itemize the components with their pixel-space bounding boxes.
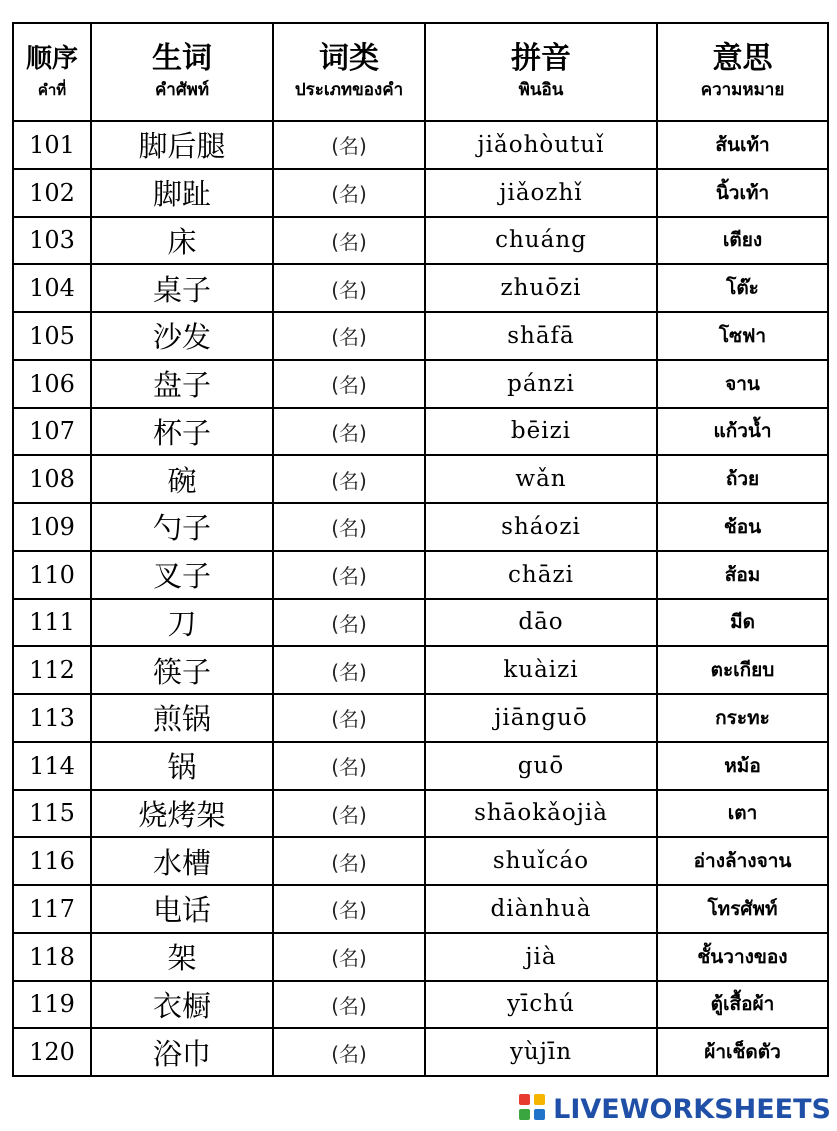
cell-pinyin: chāzi xyxy=(425,551,657,599)
cell-word-type: (名) xyxy=(273,694,425,742)
table-row xyxy=(13,599,828,647)
cell-word-type: (名) xyxy=(273,981,425,1029)
cell-pinyin: wǎn xyxy=(425,455,657,503)
cell-meaning: โต๊ะ xyxy=(657,264,828,312)
cell-word: 脚后腿 xyxy=(91,121,273,169)
watermark-text: LIVEWORKSHEETS xyxy=(553,1093,831,1125)
header-order-zh: 顺序 xyxy=(25,44,78,74)
header-word-zh: 生词 xyxy=(152,41,212,76)
cell-number: 104 xyxy=(13,264,91,312)
cell-word: 锅 xyxy=(91,742,273,790)
cell-meaning: ชั้นวางของ xyxy=(657,933,828,981)
cell-meaning: ส้นเท้า xyxy=(657,121,828,169)
cell-meaning: จาน xyxy=(657,360,828,408)
cell-pinyin: jiǎohòutuǐ xyxy=(425,121,657,169)
header-pinyin-zh: 拼音 xyxy=(511,41,571,76)
table-row xyxy=(13,503,828,551)
cell-word: 沙发 xyxy=(91,312,273,360)
table-header-row xyxy=(13,23,828,121)
cell-meaning: หม้อ xyxy=(657,742,828,790)
cell-word-type: (名) xyxy=(273,503,425,551)
header-pinyin xyxy=(425,23,657,121)
cell-meaning: โทรศัพท์ xyxy=(657,885,828,933)
cell-word-type: (名) xyxy=(273,646,425,694)
table-row xyxy=(13,646,828,694)
cell-number: 103 xyxy=(13,217,91,265)
cell-word-type: (名) xyxy=(273,217,425,265)
header-meaning-zh: 意思 xyxy=(712,41,773,76)
cell-word: 浴巾 xyxy=(91,1028,273,1076)
table-row xyxy=(13,933,828,981)
cell-word-type: (名) xyxy=(273,455,425,503)
cell-number: 106 xyxy=(13,360,91,408)
cell-meaning: ช้อน xyxy=(657,503,828,551)
table-row xyxy=(13,408,828,456)
cell-number: 109 xyxy=(13,503,91,551)
cell-word: 脚趾 xyxy=(91,169,273,217)
cell-meaning: ส้อม xyxy=(657,551,828,599)
header-type-zh: 词类 xyxy=(319,41,379,76)
table-row xyxy=(13,694,828,742)
cell-word: 烧烤架 xyxy=(91,790,273,838)
cell-pinyin: jiǎozhǐ xyxy=(425,169,657,217)
cell-number: 112 xyxy=(13,646,91,694)
cell-pinyin: yīchú xyxy=(425,981,657,1029)
cell-word-type: (名) xyxy=(273,1028,425,1076)
table-row xyxy=(13,455,828,503)
cell-word: 杯子 xyxy=(91,408,273,456)
cell-pinyin: yùjīn xyxy=(425,1028,657,1076)
table-row xyxy=(13,790,828,838)
cell-meaning: ผ้าเช็ดตัว xyxy=(657,1028,828,1076)
cell-pinyin: jiānguō xyxy=(425,694,657,742)
cell-word-type: (名) xyxy=(273,551,425,599)
cell-number: 111 xyxy=(13,599,91,647)
cell-word: 水槽 xyxy=(91,837,273,885)
cell-pinyin: shāokǎojià xyxy=(425,790,657,838)
cell-word: 勺子 xyxy=(91,503,273,551)
cell-word: 筷子 xyxy=(91,646,273,694)
cell-word: 碗 xyxy=(91,455,273,503)
cell-word: 盘子 xyxy=(91,360,273,408)
cell-word: 煎锅 xyxy=(91,694,273,742)
cell-pinyin: sháozi xyxy=(425,503,657,551)
cell-meaning: เตา xyxy=(657,790,828,838)
cell-meaning: กระทะ xyxy=(657,694,828,742)
cell-meaning: นิ้วเท้า xyxy=(657,169,828,217)
cell-word-type: (名) xyxy=(273,408,425,456)
cell-word-type: (名) xyxy=(273,360,425,408)
cell-number: 115 xyxy=(13,790,91,838)
cell-number: 101 xyxy=(13,121,91,169)
cell-number: 105 xyxy=(13,312,91,360)
table-row xyxy=(13,551,828,599)
cell-pinyin: pánzi xyxy=(425,360,657,408)
cell-word-type: (名) xyxy=(273,885,425,933)
cell-word: 刀 xyxy=(91,599,273,647)
cell-meaning: อ่างล้างจาน xyxy=(657,837,828,885)
cell-number: 117 xyxy=(13,885,91,933)
cell-word: 桌子 xyxy=(91,264,273,312)
table-row xyxy=(13,885,828,933)
header-word xyxy=(91,23,273,121)
cell-word-type: (名) xyxy=(273,790,425,838)
liveworksheets-watermark xyxy=(519,1091,831,1127)
header-type xyxy=(273,23,425,121)
cell-number: 118 xyxy=(13,933,91,981)
liveworksheets-logo-icon xyxy=(519,1094,549,1124)
table-row xyxy=(13,360,828,408)
header-pinyin-th: พินอิน xyxy=(518,80,564,100)
cell-number: 108 xyxy=(13,455,91,503)
table-row xyxy=(13,981,828,1029)
cell-pinyin: diànhuà xyxy=(425,885,657,933)
cell-meaning: เตียง xyxy=(657,217,828,265)
table-row xyxy=(13,217,828,265)
cell-word-type: (名) xyxy=(273,742,425,790)
cell-number: 113 xyxy=(13,694,91,742)
cell-word: 电话 xyxy=(91,885,273,933)
table-row xyxy=(13,1028,828,1076)
cell-number: 114 xyxy=(13,742,91,790)
cell-number: 102 xyxy=(13,169,91,217)
header-word-th: คำศัพท์ xyxy=(154,80,210,100)
header-type-th: ประเภทของคำ xyxy=(294,80,404,100)
cell-number: 120 xyxy=(13,1028,91,1076)
cell-meaning: โซฟา xyxy=(657,312,828,360)
cell-meaning: แก้วน้ำ xyxy=(657,408,828,456)
cell-number: 107 xyxy=(13,408,91,456)
cell-pinyin: zhuōzi xyxy=(425,264,657,312)
cell-word-type: (名) xyxy=(273,169,425,217)
cell-word: 叉子 xyxy=(91,551,273,599)
cell-pinyin: jià xyxy=(425,933,657,981)
table-row xyxy=(13,742,828,790)
cell-pinyin: bēizi xyxy=(425,408,657,456)
header-meaning xyxy=(657,23,828,121)
header-meaning-th: ความหมาย xyxy=(700,80,785,100)
header-order-th: คำที่ xyxy=(37,81,67,99)
table-row xyxy=(13,312,828,360)
vocabulary-table xyxy=(12,22,829,1077)
table-row xyxy=(13,264,828,312)
cell-word: 衣橱 xyxy=(91,981,273,1029)
cell-pinyin: kuàizi xyxy=(425,646,657,694)
cell-word: 架 xyxy=(91,933,273,981)
table-row xyxy=(13,121,828,169)
cell-pinyin: chuáng xyxy=(425,217,657,265)
cell-word-type: (名) xyxy=(273,599,425,647)
cell-word-type: (名) xyxy=(273,837,425,885)
cell-pinyin: dāo xyxy=(425,599,657,647)
cell-word-type: (名) xyxy=(273,121,425,169)
cell-number: 110 xyxy=(13,551,91,599)
cell-meaning: ถ้วย xyxy=(657,455,828,503)
cell-meaning: ตู้เสื้อผ้า xyxy=(657,981,828,1029)
table-row xyxy=(13,837,828,885)
cell-meaning: ตะเกียบ xyxy=(657,646,828,694)
cell-word-type: (名) xyxy=(273,933,425,981)
cell-meaning: มีด xyxy=(657,599,828,647)
cell-pinyin: guō xyxy=(425,742,657,790)
cell-number: 119 xyxy=(13,981,91,1029)
cell-word-type: (名) xyxy=(273,264,425,312)
cell-pinyin: shāfā xyxy=(425,312,657,360)
header-order xyxy=(13,23,91,121)
cell-number: 116 xyxy=(13,837,91,885)
cell-word: 床 xyxy=(91,217,273,265)
cell-pinyin: shuǐcáo xyxy=(425,837,657,885)
cell-word-type: (名) xyxy=(273,312,425,360)
table-row xyxy=(13,169,828,217)
